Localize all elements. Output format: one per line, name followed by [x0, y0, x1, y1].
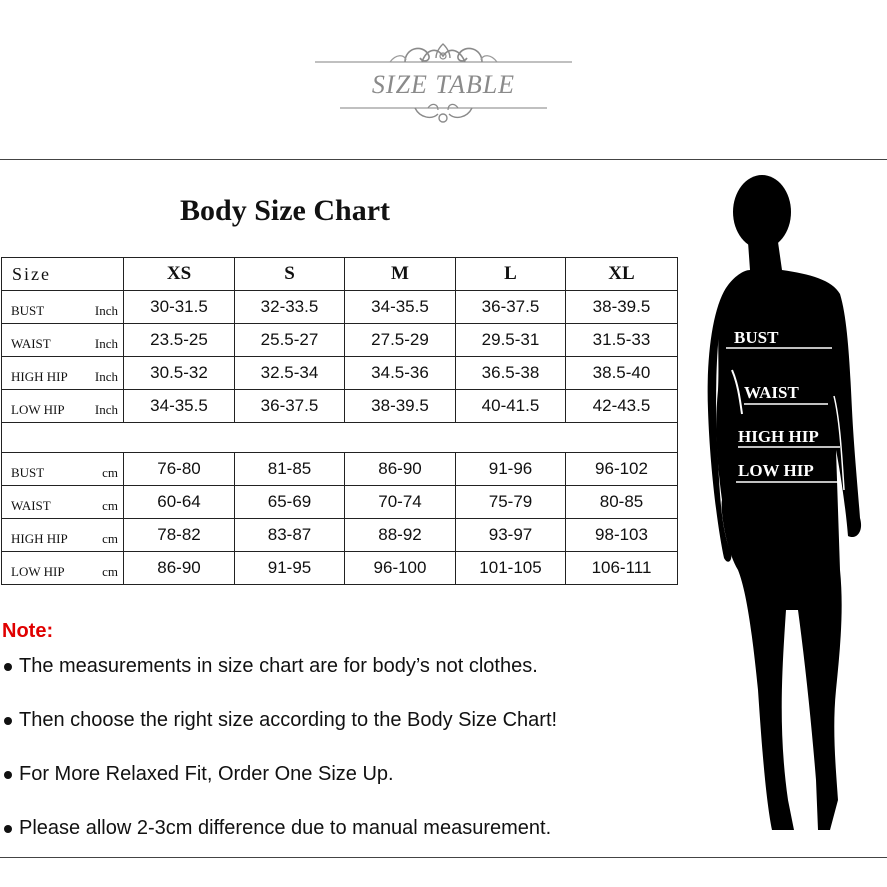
table-cell: 96-100 [345, 552, 456, 585]
table-cell: 80-85 [566, 486, 678, 519]
row-label: BUST [11, 465, 45, 480]
table-cell: 34.5-36 [345, 357, 456, 390]
row-unit: cm [102, 531, 118, 546]
note-heading: Note: [2, 620, 54, 642]
table-cell: 29.5-31 [456, 324, 566, 357]
table-cell: 32.5-34 [235, 357, 345, 390]
figure-label-high-hip: HIGH HIP [738, 427, 819, 446]
table-cell: 40-41.5 [456, 390, 566, 423]
table-row [2, 486, 678, 519]
table-header-row [2, 258, 678, 291]
row-unit: Inch [94, 303, 118, 318]
table-cell: 38-39.5 [345, 390, 456, 423]
table-cell: 42-43.5 [566, 390, 678, 423]
size-header: XL [566, 258, 678, 291]
size-header: L [456, 258, 566, 291]
row-label-cell [2, 324, 124, 357]
table-cell: 38-39.5 [566, 291, 678, 324]
row-label-cell [2, 486, 124, 519]
table-cell: 31.5-33 [566, 324, 678, 357]
header-banner [0, 0, 887, 160]
table-cell: 23.5-25 [124, 324, 235, 357]
note-text: The measurements in size chart are for body’s not clothes. [19, 655, 538, 677]
table-cell: 36-37.5 [235, 390, 345, 423]
table-row [2, 453, 678, 486]
bullet-icon [4, 771, 12, 779]
table-cell: 78-82 [124, 519, 235, 552]
table-cell: 25.5-27 [235, 324, 345, 357]
list-item [2, 655, 682, 709]
size-header: S [235, 258, 345, 291]
table-row [2, 357, 678, 390]
table-cell: 76-80 [124, 453, 235, 486]
row-unit: cm [102, 498, 118, 513]
table-cell: 34-35.5 [124, 390, 235, 423]
row-label: HIGH HIP [11, 531, 68, 546]
table-cell: 75-79 [456, 486, 566, 519]
row-label-cell [2, 291, 124, 324]
size-header: XS [124, 258, 235, 291]
size-column-label: Size [2, 258, 124, 291]
figure-label-low-hip: LOW HIP [738, 461, 814, 480]
table-cell: 70-74 [345, 486, 456, 519]
table-cell: 36.5-38 [456, 357, 566, 390]
row-label: LOW HIP [11, 564, 65, 579]
table-row [2, 519, 678, 552]
table-cell: 101-105 [456, 552, 566, 585]
row-unit: Inch [94, 369, 118, 384]
body-silhouette [690, 170, 880, 845]
table-cell: 60-64 [124, 486, 235, 519]
table-cell: 65-69 [235, 486, 345, 519]
row-label: WAIST [11, 336, 51, 351]
figure-label-waist: WAIST [744, 383, 799, 402]
table-cell: 93-97 [456, 519, 566, 552]
table-cell: 34-35.5 [345, 291, 456, 324]
table-cell: 81-85 [235, 453, 345, 486]
bullet-icon [4, 663, 12, 671]
table-row [2, 552, 678, 585]
row-label: WAIST [11, 498, 51, 513]
list-item [2, 709, 682, 763]
note-text: For More Relaxed Fit, Order One Size Up. [19, 763, 394, 785]
table-cell: 91-96 [456, 453, 566, 486]
chart-title: Body Size Chart [180, 194, 390, 227]
footer-divider [0, 857, 887, 858]
row-label-cell [2, 453, 124, 486]
table-cell: 27.5-29 [345, 324, 456, 357]
table-cell: 98-103 [566, 519, 678, 552]
bullet-icon [4, 717, 12, 725]
row-label: LOW HIP [11, 402, 65, 417]
list-item [2, 817, 682, 871]
silhouette-head [733, 175, 791, 249]
table-row [2, 390, 678, 423]
table-row [2, 324, 678, 357]
table-row [2, 291, 678, 324]
table-spacer-cell [2, 423, 678, 453]
row-label-cell [2, 390, 124, 423]
figure-label-bust: BUST [734, 328, 779, 347]
table-cell: 38.5-40 [566, 357, 678, 390]
table-spacer-row [2, 423, 678, 453]
row-unit: cm [102, 465, 118, 480]
note-text: Please allow 2-3cm difference due to manual measurement. [19, 817, 552, 839]
table-cell: 91-95 [235, 552, 345, 585]
table-cell: 32-33.5 [235, 291, 345, 324]
table-cell: 88-92 [345, 519, 456, 552]
row-label-cell [2, 519, 124, 552]
row-label-cell [2, 552, 124, 585]
row-unit: cm [102, 564, 118, 579]
table-cell: 36-37.5 [456, 291, 566, 324]
row-label: HIGH HIP [11, 369, 68, 384]
row-label: BUST [11, 303, 45, 318]
header-title: SIZE TABLE [371, 70, 516, 99]
list-item [2, 763, 682, 817]
table-cell: 83-87 [235, 519, 345, 552]
table-cell: 86-90 [345, 453, 456, 486]
table-cell: 96-102 [566, 453, 678, 486]
row-label-cell [2, 357, 124, 390]
notes-list [2, 655, 682, 871]
table-cell: 86-90 [124, 552, 235, 585]
size-table [1, 257, 678, 585]
note-text: Then choose the right size according to the Body Size Chart! [19, 709, 558, 731]
size-header: M [345, 258, 456, 291]
header-divider [0, 159, 887, 160]
row-unit: Inch [94, 336, 118, 351]
table-cell: 30.5-32 [124, 357, 235, 390]
table-cell: 30-31.5 [124, 291, 235, 324]
row-unit: Inch [94, 402, 118, 417]
bullet-icon [4, 825, 12, 833]
table-cell: 106-111 [566, 552, 678, 585]
